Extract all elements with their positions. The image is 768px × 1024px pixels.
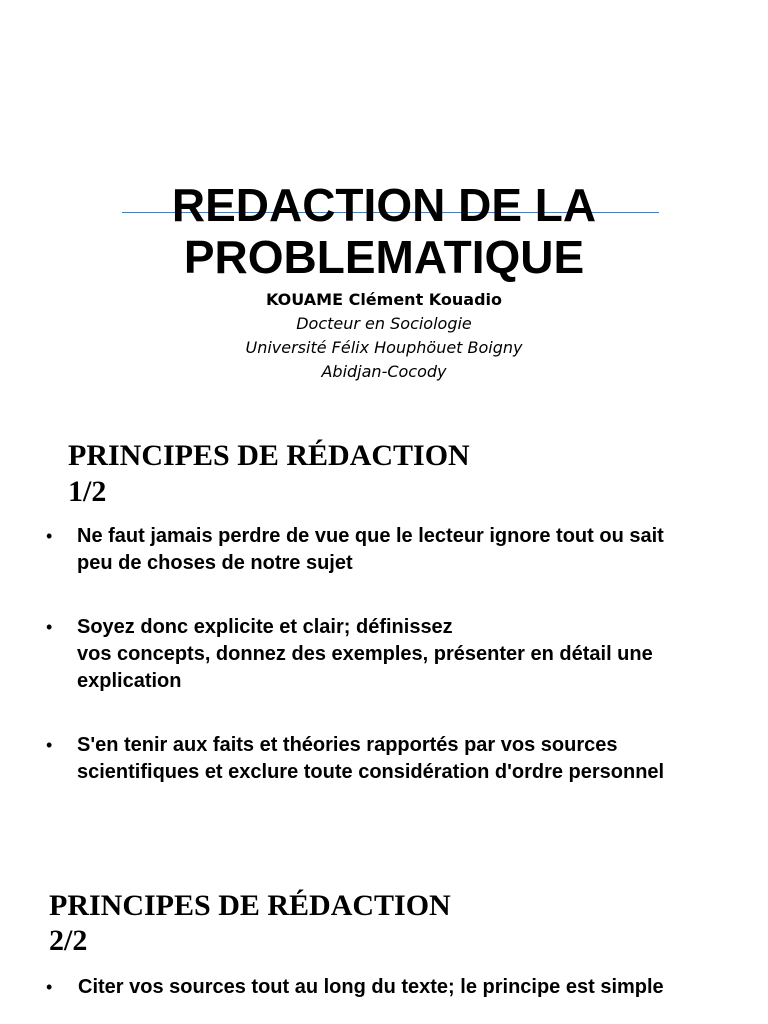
author-city: Abidjan-Cocody [321, 362, 447, 381]
bullet-text: Citer vos sources tout au long du texte; le principe est simple [78, 976, 664, 998]
bullet-text: scientifiques et exclure toute considération d'ordre personnel [77, 761, 665, 783]
section1-heading-page: 1/2 [68, 475, 107, 508]
bullet-text: S'en tenir aux faits et théories rapportés par vos sources [77, 734, 618, 756]
section2-heading: PRINCIPES DE RÉDACTION [49, 889, 451, 922]
section1-heading: PRINCIPES DE RÉDACTION [68, 439, 470, 472]
bullet-marker: • [46, 977, 53, 997]
author-degree: Docteur en Sociologie [296, 314, 472, 333]
bullet-text: vos concepts, donnez des exemples, présenter en détail une [77, 643, 653, 665]
section2-heading-page: 2/2 [49, 924, 88, 957]
bullet-marker: • [46, 617, 53, 637]
bullet-text: Ne faut jamais perdre de vue que le lecteur ignore tout ou sait [77, 525, 664, 547]
slide-title-line-2: PROBLEMATIQUE [183, 231, 585, 283]
slide-title-line-1: REDACTION DE LA [171, 179, 597, 231]
author-university: Université Félix Houphöuet Boigny [245, 338, 523, 357]
bullet-marker: • [46, 526, 53, 546]
bullet-marker: • [46, 735, 53, 755]
bullet-text: Soyez donc explicite et clair; définissez [77, 616, 453, 638]
bullet-text: peu de choses de notre sujet [77, 552, 353, 574]
author-name: KOUAME Clément Kouadio [265, 290, 503, 309]
bullet-text: explication [77, 670, 182, 692]
